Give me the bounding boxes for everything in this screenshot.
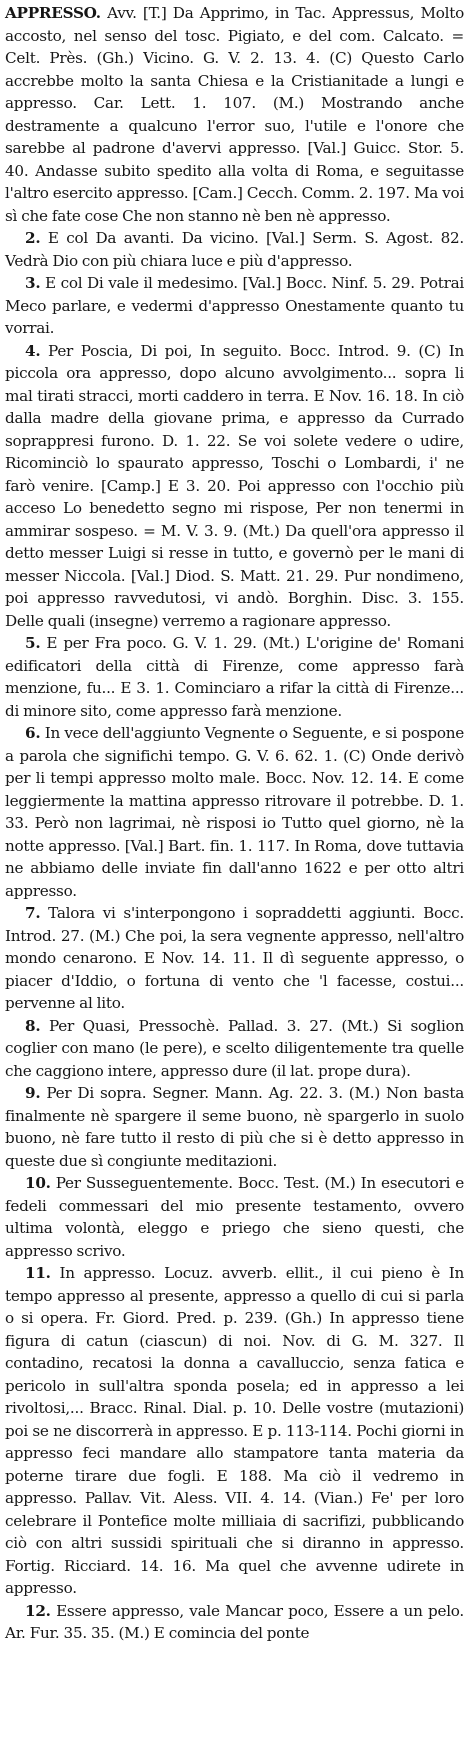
sense-7 — [5, 902, 464, 1015]
sense-number: 5. — [25, 634, 41, 652]
sense-text: Essere appresso, vale Mancar poco, Essere a un pelo. Ar. Fur. 35. 35. (M.) E comincia del ponte — [5, 1601, 465, 1642]
sense-10 — [5, 1172, 464, 1262]
sense-number: 3. — [25, 274, 41, 292]
sense-6 — [5, 722, 464, 902]
sense-5 — [5, 632, 464, 722]
sense-text: In appresso. Locuz. avverb. ellit., il cui pieno è In tempo appresso al presente, appresso a quello di cui si parla o si opera. Fr. Giord. Pred. p. 239. (Gh.) In appresso tiene figura di catun (ciascun) di noi. Nov. di G. M. 327. Il contadino, recatosi la donna a cavalluccio, senza fatica e pericolo in sull'altra sponda posela; ed in appresso a lei rivoltosi,... Bracc. Rinal. Dial. p. 10. Delle vostre (mutazioni) poi se ne discorrerà in appresso. E p. 113-114. Pochi giorni in appresso feci mandare allo stampatore tanta materia da poterne tirare due fogli. E 188. Ma ciò il vedremo in appresso. Pallav. Vit. Aless. VII. 4. 14. (Vian.) Fe' per loro celebrare il Pontefice molte milliaia di sacrifizi, pubblicando ciò con altri sussidi spirituali che si diranno in appresso. Fortig. Ricciard. 14. 16. Ma quel che avvenne udirete in appresso. — [5, 1264, 464, 1597]
sense-11 — [5, 1262, 464, 1600]
sense-text: E col Da avanti. Da vicino. [Val.] Serm. S. Agost. 82. Vedrà Dio con più chiara luce e più d'appresso. — [5, 229, 465, 270]
sense-number: 6. — [25, 724, 41, 742]
entry-intro — [5, 2, 464, 227]
sense-text: In vece dell'aggiunto Vegnente o Seguente, e si pospone a parola che significhi tempo. G. V. 6. 62. 1. (C) Onde derivò per li tempi appresso molto male. Bocc. Nov. 12. 14. E come leggiermente la mattina appresso ritrovare il potrebbe. D. 1. 33. Però non lagrimai, nè risposi io Tutto quel giorno, nè la notte appresso. [Val.] Bart. fin. 1. 117. In Roma, dove tuttavia ne abbiamo delle inviate fin dall'anno 1622 e per otto altri appresso. — [5, 724, 464, 900]
sense-4 — [5, 340, 464, 633]
sense-number: 4. — [25, 341, 41, 360]
sense-2 — [5, 227, 464, 272]
sense-number: 2. — [25, 229, 41, 247]
sense-number: 11. — [25, 1264, 51, 1282]
sense-number: 12. — [25, 1601, 51, 1620]
sense-text: E col Di vale il medesimo. [Val.] Bocc. Ninf. 5. 29. Potrai Meco parlare, e vedermi d'appresso Onestamente quanto tu vorrai. — [5, 274, 465, 337]
entry-text: Avv. [T.] Da Apprimo, in Tac. Appressus, Molto accosto, nel senso del tosc. Pigiato, e del com. Calcato. = Celt. Près. (Gh.) Vicino. G. V. 2. 13. 4. (C) Questo Carlo accrebbe molto la santa Chiesa e la Cristianitade a lungi e appresso. Car. Lett. 1. 107. (M.) Mostrando anche destramente a qualcuno l'error suo, l'utile e l'onore che sarebbe al padrone d'avervi appresso. [Val.] Guicc. Stor. 5. 40. Andasse subito spedito alla volta di Roma, e seguitasse l'altro esercito appresso. [Cam.] Cecch. Comm. 2. 197. Ma voi sì che fate cose Che non stanno nè ben nè appresso. — [5, 4, 465, 225]
headword: APPRESSO. — [5, 4, 101, 22]
sense-8 — [5, 1015, 464, 1083]
sense-text: Talora vi s'interpongono i sopraddetti aggiunti. Bocc. Introd. 27. (M.) Che poi, la sera vegnente appresso, nell'altro mondo cenarono. E Nov. 14. 11. Il dì seguente appresso, o piacer d'Iddio, o fortuna di vento che 'l facesse, costui... pervenne al lito. — [5, 904, 464, 1012]
sense-number: 9. — [25, 1084, 41, 1102]
sense-text: Per Susseguentemente. Bocc. Test. (M.) In esecutori e fedeli commessari del mio presente testamento, ovvero ultima volontà, eleggo e priego che sieno questi, che appresso scrivo. — [5, 1174, 464, 1260]
sense-9 — [5, 1082, 464, 1172]
sense-text: Per Quasi, Pressochè. Pallad. 3. 27. (Mt.) Si soglion coglier con mano (le pere), e scelto diligentemente tra quelle che caggiono intere, appresso dure (il lat. prope dura). — [5, 1016, 465, 1080]
sense-number: 8. — [25, 1016, 41, 1035]
sense-text: Per Poscia, Di poi, In seguito. Bocc. Introd. 9. (C) In piccola ora appresso, dopo alcuno avvolgimento... sopra li mal tirati stracci, morti caddero in terra. E Nov. 16. 18. In ciò dalla madre della giovane prima, e appresso da Currado soprappresi furono. D. 1. 22. Se voi solete vedere o udire, Ricominciò lo spaurato appresso, Toschi o Lombardi, i' ne farò venire. [Camp.] E 3. 20. Poi appresso con l'occhio più acceso Lo benedetto segno mi rispose, Per non tenermi in ammirar sospeso. = M. V. 3. 9. (Mt.) Da quell'ora appresso il detto messer Luigi si resse in tutto, e governò per le mani di messer Niccola. [Val.] Diod. S. Matt. 21. 29. Pur nondimeno, poi appresso ravvedutosi, vi andò. Borghin. Disc. 3. 155. Delle quali (insegne) verremo a ragionare appresso. — [5, 341, 465, 630]
sense-text: Per Di sopra. Segner. Mann. Ag. 22. 3. (M.) Non basta finalmente nè spargere il seme buono, nè spargerlo in suolo buono, nè fare tutto il resto di più che si è detto appresso in queste due sì congiunte meditazioni. — [5, 1084, 464, 1170]
sense-text: E per Fra poco. G. V. 1. 29. (Mt.) L'origine de' Romani edificatori della città di Firenze, come appresso farà menzione, fu... E 3. 1. Cominciaro a rifar la città di Firenze... di minore sito, come appresso farà menzione. — [5, 634, 464, 720]
sense-3 — [5, 272, 464, 340]
sense-number: 10. — [25, 1174, 51, 1192]
sense-12 — [5, 1600, 464, 1645]
sense-number: 7. — [25, 904, 41, 922]
